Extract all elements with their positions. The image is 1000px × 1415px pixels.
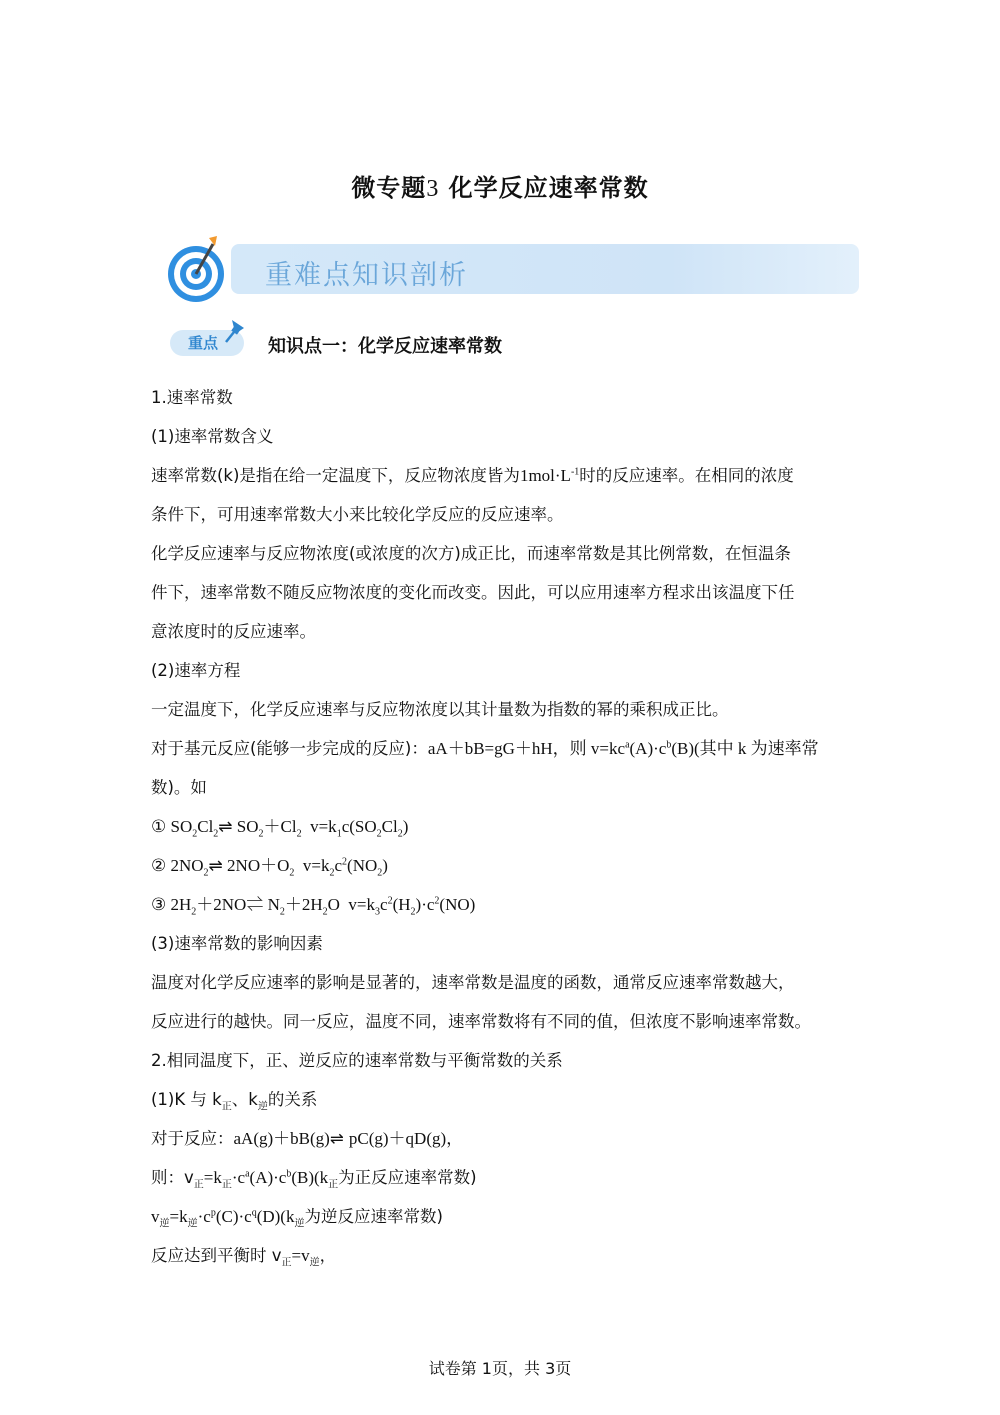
- heading-relation: 2.相同温度下，正、逆反应的速率常数与平衡常数的关系: [151, 1051, 563, 1070]
- paragraph: 对于反应：aA(g)＋bB(g)⇌ pC(g)＋qD(g)，: [151, 1129, 464, 1148]
- knowledge-point-header: [170, 318, 770, 362]
- paragraph: 温度对化学反应速率的影响是显著的，速率常数是温度的函数，通常反应速率常数越大，: [151, 973, 795, 992]
- equation-3: ③ $2H_2+2NO\rightleftharpoons$ $N_2+2H_2O$ $v=k_3c^2(H_2)\cdot c^2(NO)$: [151, 895, 476, 918]
- knowledge-point-title: 知识点一：化学反应速率常数: [268, 336, 502, 357]
- subheading-factors: (3)速率常数的影响因素: [151, 934, 323, 953]
- document-body: [151, 380, 861, 1277]
- paragraph: 反应进行的越快。同一反应，温度不同，速率常数将有不同的值，但浓度不影响速率常数。: [151, 1012, 811, 1031]
- subheading-meaning: (1)速率常数含义: [151, 427, 274, 446]
- heading-rate-constant: 1.速率常数: [151, 388, 233, 407]
- paragraph: 化学反应速率与反应物浓度(或浓度的次方)成正比，而速率常数是其比例常数，在恒温条: [151, 544, 791, 563]
- paragraph: 速率常数(k)是指在给一定温度下，反应物浓度皆为$1mol\cdot L^{-1}$时的反应速率。在相同的浓度: [151, 466, 794, 485]
- paragraph: 件下，速率常数不随反应物浓度的变化而改变。因此，可以应用速率方程求出该温度下任: [151, 583, 795, 602]
- paragraph: 条件下，可用速率常数大小来比较化学反应的反应速率。: [151, 505, 564, 524]
- equation-1: ① $SO_2Cl_2\rightleftharpoons$ $SO_2+Cl_2$ $v=k_1c(SO_2Cl_2)$: [151, 817, 409, 840]
- section-banner: [165, 234, 865, 304]
- paragraph: 对于基元反应(能够一步完成的反应)：aA＋bB=gG＋hH，则 $v=kc^a(A)\cdot c^b(B)$(其中 k 为速率常: [151, 739, 819, 758]
- pin-icon: [222, 318, 248, 344]
- equation-2: ② $2NO_2\rightleftharpoons$ $2NO+O_2$ $v=k_2c^2(NO_2)$: [151, 856, 388, 879]
- banner-text: 重难点知识剖析: [265, 260, 468, 291]
- paragraph: $v_逆=k_逆\cdot c^p(C)\cdot c^q(D)(k_逆$为逆反应速率常数): [151, 1207, 443, 1230]
- subheading-k-relation: (1)K 与 $k_正$、$k_逆$的关系: [151, 1090, 318, 1113]
- page-footer: 试卷第 1页，共 3页: [428, 1359, 572, 1378]
- paragraph: 意浓度时的反应速率。: [151, 622, 316, 641]
- paragraph: 一定温度下，化学反应速率与反应物浓度以其计量数为指数的幂的乘积成正比。: [151, 700, 729, 719]
- paragraph: 反应达到平衡时 $v_正=v_逆$，: [151, 1246, 337, 1269]
- subheading-rate-equation: (2)速率方程: [151, 661, 241, 680]
- page-title: 微专题3 化学反应速率常数: [351, 174, 649, 202]
- paragraph: 则：$v_正=k_正\cdot c^a(A)\cdot c^b(B)(k_正$为正反应速率常数): [151, 1168, 477, 1191]
- target-icon: [165, 234, 231, 304]
- key-badge: 重点: [170, 330, 244, 356]
- paragraph: 数)。如: [151, 778, 207, 797]
- banner-bar: [231, 244, 859, 294]
